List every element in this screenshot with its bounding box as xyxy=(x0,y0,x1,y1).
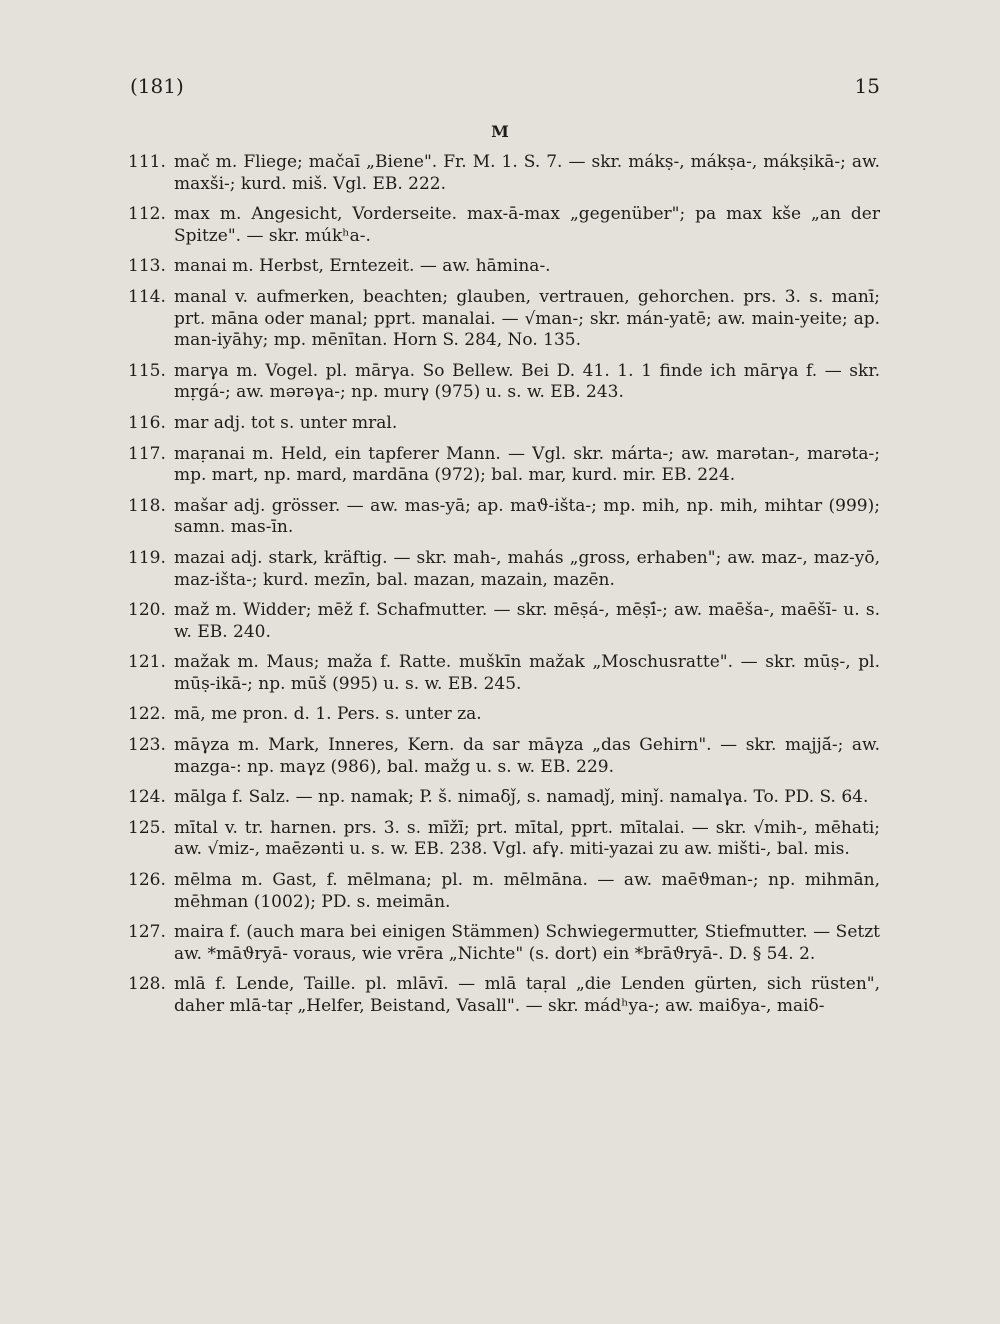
entry-text: manai m. Herbst, Erntezeit. — aw. hāmina-. xyxy=(174,256,551,277)
entry-number: 125. xyxy=(128,817,166,838)
dictionary-entry xyxy=(128,600,880,643)
dictionary-entry xyxy=(128,974,880,1017)
dictionary-entry xyxy=(128,704,880,726)
entry-text: mītal v. tr. harnen. prs. 3. s. mīžī; prt. mītal, pprt. mītalai. — skr. √mih-, mēhati; aw. √miz-, maēzənti u. s. w. EB. 238. Vgl. afγ. miti-yazai zu aw. mišti-, bal. mis. xyxy=(174,817,880,860)
entry-text: mač m. Fliege; mačaī „Biene". Fr. M. 1. S. 7. — skr. mákṣ-, mákṣa-, mákṣikā-; aw. maxši-; kurd. miš. Vgl. EB. 222. xyxy=(174,152,880,194)
entry-number: 119. xyxy=(128,547,166,568)
entry-text: mēlma m. Gast, f. mēlmana; pl. m. mēlmāna. — aw. maēϑman-; np. mihmān, mēhman (1002); PD. s. meimān. xyxy=(174,870,880,912)
entry-number: 121. xyxy=(128,652,166,673)
entry-list xyxy=(128,152,880,1027)
dictionary-entry xyxy=(128,735,880,778)
dictionary-entry xyxy=(128,652,880,695)
page-number: 15 xyxy=(854,74,880,98)
entry-number: 122. xyxy=(128,704,166,725)
dictionary-entry xyxy=(128,444,880,487)
entry-text: maṛanai m. Held, ein tapferer Mann. — Vgl. skr. márta-; aw. marətan-, marəta-; mp. mart, np. mard, mardāna (972); bal. mar, kurd. mir. EB. 224. xyxy=(174,443,880,486)
entry-number: 114. xyxy=(128,286,166,307)
dictionary-entry xyxy=(128,287,880,352)
dictionary-entry xyxy=(128,787,880,809)
dictionary-entry xyxy=(128,548,880,591)
entry-text: mažak m. Maus; maža f. Ratte. muškīn mažak „Moschusratte". — skr. mūṣ-, pl. mūṣ-ikā-; np. mūš (995) u. s. w. EB. 245. xyxy=(174,652,880,694)
entry-number: 124. xyxy=(128,787,166,808)
entry-number: 128. xyxy=(128,974,166,995)
dictionary-entry xyxy=(128,152,880,195)
entry-number: 111. xyxy=(128,152,166,172)
entry-text: maira f. (auch mara bei einigen Stämmen) Schwiegermutter, Stiefmutter. — Setzt aw. *māϑryā- voraus, wie vrēra „Nichte" (s. dort) ein *brāϑryā-. D. § 54. 2. xyxy=(174,922,880,964)
entry-text: mlā f. Lende, Taille. pl. mlāvī. — mlā taṛal „die Lenden gürten, sich rüsten", daher mlā-taṛ „Helfer, Beistand, Vasall". — skr. mádʰya-; aw. maiδya-, maiδ- xyxy=(174,974,880,1016)
entry-number: 126. xyxy=(128,870,166,891)
dictionary-entry xyxy=(128,204,880,247)
entry-text: mā, me pron. d. 1. Pers. s. unter za. xyxy=(174,704,482,725)
entry-number: 123. xyxy=(128,735,166,756)
entry-number: 113. xyxy=(128,256,166,277)
entry-number: 116. xyxy=(128,412,166,433)
entry-text: maž m. Widder; mēž f. Schafmutter. — skr. mēṣá-, mēṣī́-; aw. maēša-, maēšī- u. s. w. EB. 240. xyxy=(174,600,880,642)
entry-text: max m. Angesicht, Vorderseite. max-ā-max „gegenüber"; pa max kše „an der Spitze". — skr. múkʰa-. xyxy=(174,204,880,246)
dictionary-entry xyxy=(128,870,880,913)
entry-number: 118. xyxy=(128,495,166,516)
entry-text: mālga f. Salz. — np. namak; P. š. nimaδǰ, s. namadǰ, minǰ. namalγa. To. PD. S. 64. xyxy=(174,787,869,808)
entry-number: 112. xyxy=(128,204,166,225)
dictionary-entry xyxy=(128,256,880,278)
dictionary-entry xyxy=(128,413,880,435)
entry-number: 120. xyxy=(128,600,166,621)
dictionary-entry xyxy=(128,922,880,965)
entry-text: marγa m. Vogel. pl. mārγa. So Bellew. Bei D. 41. 1. 1 finde ich mārγa f. — skr. mṛgá-; aw. mərəγa-; np. murγ (975) u. s. w. EB. 243. xyxy=(174,360,880,403)
dictionary-entry xyxy=(128,361,880,404)
entry-number: 127. xyxy=(128,922,166,943)
entry-text: mašar adj. grösser. — aw. mas-yā; ap. maϑ-išta-; mp. mih, np. mih, mihtar (999); samn. mas-īn. xyxy=(174,495,880,538)
entry-text: mar adj. tot s. unter mral. xyxy=(174,412,398,433)
running-head xyxy=(130,74,880,98)
entry-text: manal v. aufmerken, beachten; glauben, vertrauen, gehorchen. prs. 3. s. manī; prt. māna oder manal; pprt. manalai. — √man-; skr. mán-yatē; aw. main-yeite; ap. man-iyāhy; mp. mēnītan. Horn S. 284, No. 135. xyxy=(174,286,880,351)
section-letter: M xyxy=(491,122,509,141)
entry-number: 115. xyxy=(128,360,166,381)
entry-text: mazai adj. stark, kräftig. — skr. mah-, mahás „gross, erhaben"; aw. maz-, maz-yō, maz-išta-; kurd. mezīn, bal. mazan, mazain, mazēn. xyxy=(174,547,880,590)
dictionary-entry xyxy=(128,496,880,539)
entry-text: māγza m. Mark, Inneres, Kern. da sar māγza „das Gehirn". — skr. majjā́-; aw. mazga-: np. maγz (986), bal. mažg u. s. w. EB. 229. xyxy=(174,735,880,777)
page-number-parenthetical: (181) xyxy=(130,74,184,98)
dictionary-entry xyxy=(128,818,880,861)
entry-number: 117. xyxy=(128,443,166,464)
